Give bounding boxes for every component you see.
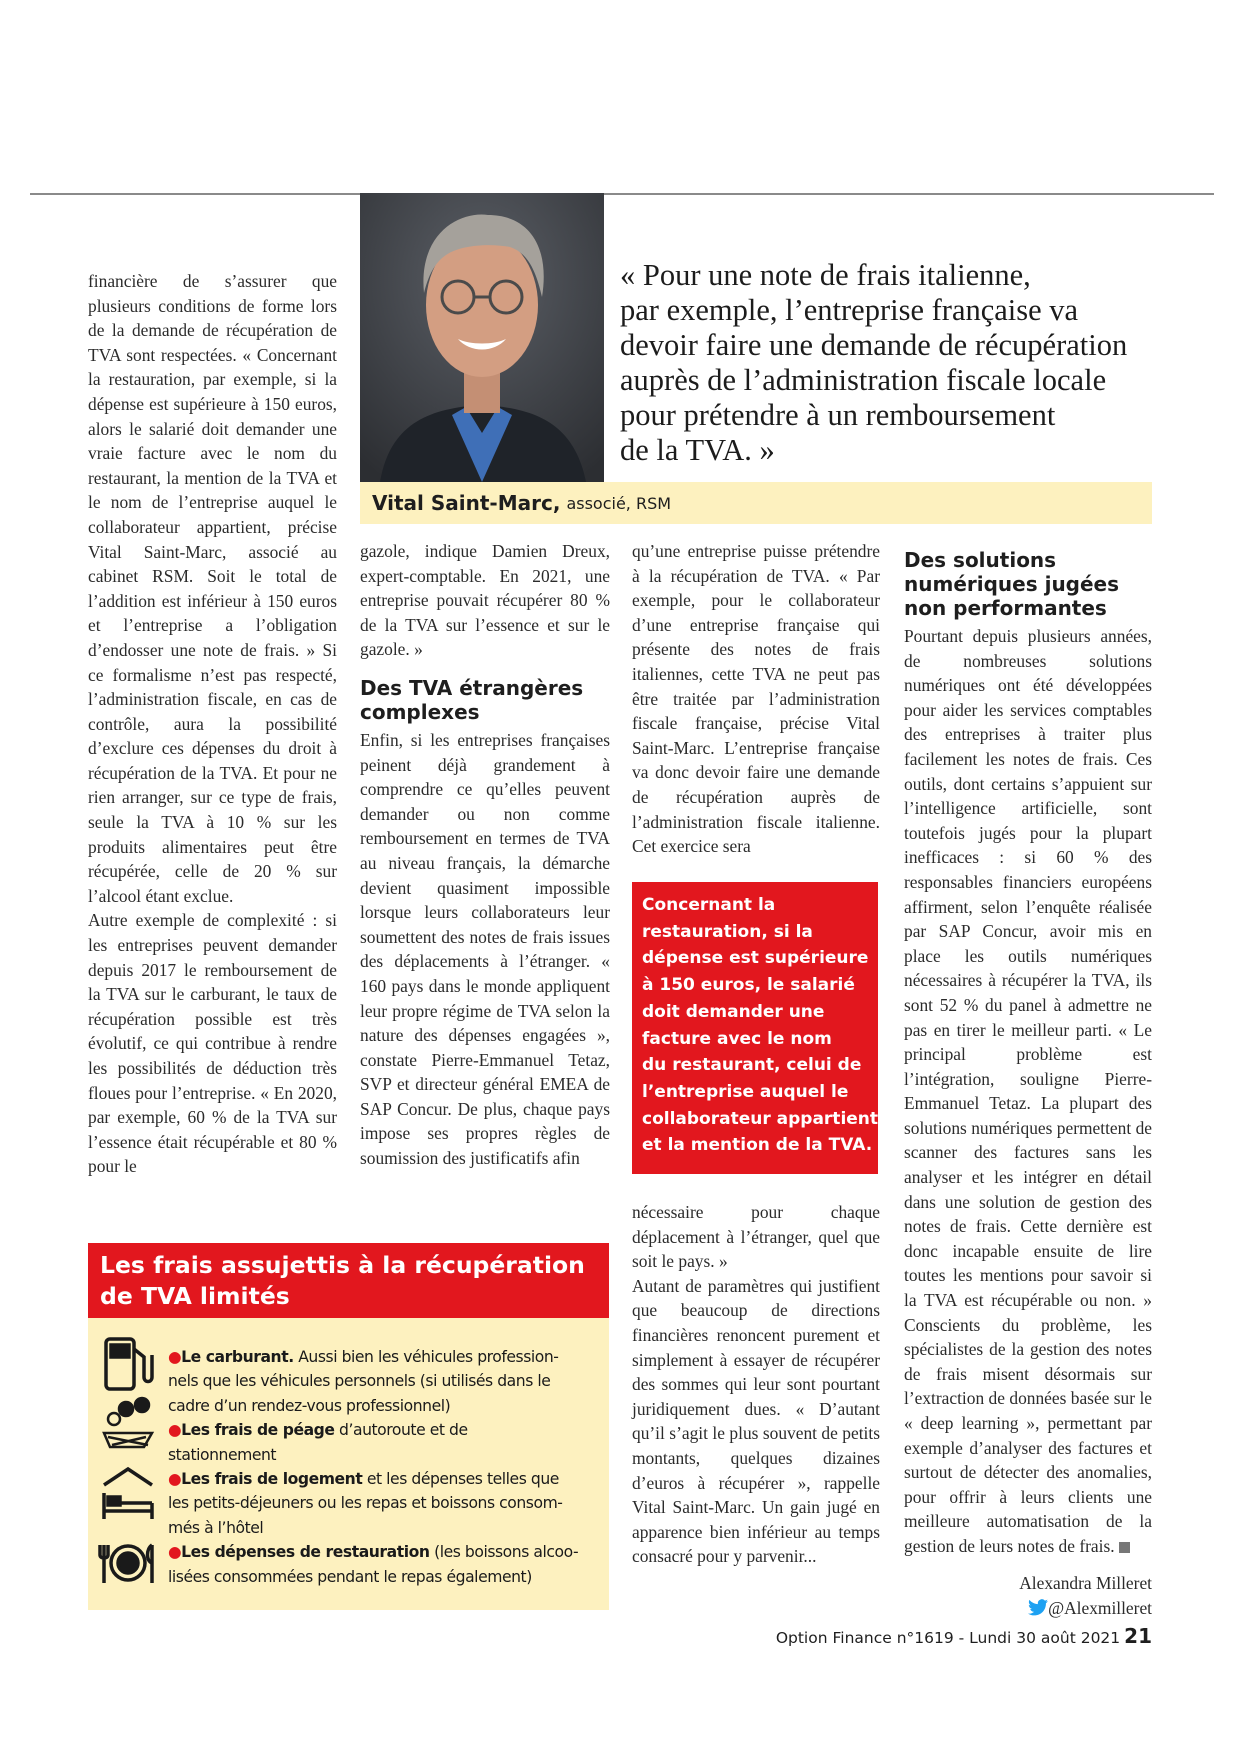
col1-paragraph-2: Autre exemple de complexité : si les entreprises peuvent demander depuis 2017 le remboursement de la TVA sur le carburant, le taux de récupération possible est très évolutif, ce qui contribue à rendre les possibilités de déduction très floues pour l’entreprise. « En 2020, par exemple, 60 % de la TVA sur l’essence était récupérable et 80 % pour le xyxy=(88,910,337,1177)
quote-line: de la TVA. » xyxy=(620,433,775,467)
footer-text: Option Finance n°1619 - Lundi 30 août 2021 xyxy=(775,1629,1121,1647)
fuel-pump-icon xyxy=(106,1339,152,1389)
portrait-photo xyxy=(360,193,604,482)
section-heading: Des TVA étrangères complexes xyxy=(360,675,584,724)
callout-line: restauration, si la xyxy=(642,921,813,942)
twitter-bird-icon xyxy=(1028,1599,1048,1616)
callout-line: l’entreprise auquel le xyxy=(642,1081,849,1102)
caption-role: associé, RSM xyxy=(566,493,672,513)
callout-line: et la mention de la TVA. xyxy=(642,1135,873,1156)
bed-icon xyxy=(104,1469,152,1519)
quote-line: auprès de l’administration fiscale locale xyxy=(620,363,1107,397)
page-footer xyxy=(700,1624,1152,1648)
toll-coins-icon xyxy=(104,1398,152,1447)
bullet-icon: ● xyxy=(168,1348,182,1366)
caption-name: Vital Saint-Marc, xyxy=(372,491,561,515)
callout-line: Concernant la xyxy=(642,895,776,915)
end-mark-icon xyxy=(1119,1542,1130,1553)
bullet-icon: ● xyxy=(168,1421,182,1440)
col3-paragraph-3: Autant de paramètres qui justifient que beaucoup de directions financières renoncent purement et simplement à essayer de récupérer des sommes qui leur sont pourtant juridiquement dues. « D’autant qu’il s’agit le plus souvent de petits montants, quelques dizaines d’euros à récupérer », rappelle Vital Saint-Marc. Un gain jugé en apparence bien inférieur au temps consacré pour y parvenir... xyxy=(632,1275,880,1567)
callout-line: du restaurant, celui de xyxy=(642,1055,862,1076)
bullet-icon: ● xyxy=(168,1543,182,1562)
list-item: ●Les frais de péage d’autoroute et de stationnement xyxy=(168,1421,468,1464)
list-item: ●Les dépenses de restauration (les boissons alcoo- lisées consommées pendant le repas également) xyxy=(168,1543,579,1586)
plate-cutlery-icon xyxy=(100,1545,152,1583)
box-title-line: Les frais assujettis à la récupération xyxy=(100,1251,585,1279)
box-icons xyxy=(98,1333,158,1603)
page-number: 21 xyxy=(1124,1624,1152,1648)
author-name: Alexandra Milleret xyxy=(1019,1573,1152,1593)
item-bold: Les frais de logement xyxy=(181,1470,363,1489)
item-bold: Le carburant. xyxy=(181,1348,294,1366)
box-list xyxy=(168,1345,598,1589)
top-rule xyxy=(30,193,1214,195)
article-column-3-top xyxy=(632,539,880,859)
box-title-line: de TVA limités xyxy=(100,1282,290,1310)
quote-line: « Pour une note de frais italienne, xyxy=(620,258,1031,292)
article-column-1 xyxy=(88,269,337,1179)
list-item: ●Les frais de logement et les dépenses telles que les petits-déjeuners ou les repas et boissons consom- més à l’hôtel xyxy=(168,1470,563,1537)
sidebar-box xyxy=(88,1243,609,1610)
byline xyxy=(940,1571,1152,1623)
portrait-illustration xyxy=(360,193,604,482)
col4-paragraph-1: Pourtant depuis plusieurs années, de nombreuses solutions numériques ont été développées pour aider les services comptables des entreprises à traiter plus facilement les notes de frais. Ces outils, dont certains s’appuient sur l’intelligence artificielle, sont toutefois jugés pour la plupart inefficaces : si 60 % des responsables financiers européens affirment, selon l’enquête réalisée par SAP Concur, avoir mis en place les outils numériques nécessaires à récupérer la TVA, ils sont 52 % du panel à admettre ne pas en tirer le meilleur parti. « Le principal problème est l’intégration, souligne Pierre-Emmanuel Tetaz. La plupart des solutions numériques permettent de scanner des factures sans les analyser et les intégrer en détail dans une solution de gestion des notes de frais. Cette dernière est donc incapable ensuite de lire toutes les mentions pour savoir si la TVA est récupérable ou non. » Conscients du problème, les spécialistes de la gestion des notes de frais misent désormais sur l’extraction de données basée sur le « deep learning », permettant par exemple d’analyser des factures et surtout de détecter des anomalies, pour offrir à leurs clients une meilleure automatisation de la gestion de leurs notes de frais. xyxy=(904,626,1152,1556)
bullet-icon: ● xyxy=(168,1470,182,1489)
section-heading: Des solutions numériques jugées non performantes xyxy=(904,548,1120,620)
callout-box xyxy=(632,882,878,1174)
col2-paragraph-2: Enfin, si les entreprises françaises peinent déjà grandement à comprendre ce qu’elles peuvent demander ou non comme remboursement en termes de TVA au niveau français, la démarche devient quasiment impossible lorsque leurs collaborateurs leur soumettent des notes de frais issues des déplacements à l’étranger. « 160 pays dans le monde appliquent leur propre régime de TVA selon la nature des dépenses engagées », constate Pierre-Emmanuel Tetaz, SVP et directeur général EMEA de SAP Concur. De plus, chaque pays impose ses propres règles de soumission des justificatifs afin xyxy=(360,729,610,1169)
quote-line: pour prétendre à un remboursement xyxy=(620,398,1056,432)
twitter-handle xyxy=(1028,1596,1152,1621)
quote-line: devoir faire une demande de récupération xyxy=(620,328,1128,362)
photo-caption xyxy=(360,482,1152,524)
col1-paragraph-1: financière de s’assurer que plusieurs conditions de forme lors de la demande de récupération de TVA sont respectées. « Concernant la restauration, par exemple, si la dépense est supérieure à 150 euros, alors le salarié doit demander une vraie facture avec le nom du restaurant, la mention de la TVA et le nom de l’entreprise auquel le collaborateur appartient, précise Vital Saint-Marc, associé au cabinet RSM. Soit le total de l’addition est inférieur à 150 euros et l’entreprise a l’obligation d’endosser une note de frais. » Si ce formalisme n’est pas respecté, l’administration fiscale, en cas de contrôle, aura la possibilité d’exclure ces dépenses du droit à récupération de la TVA. Et pour ne rien arranger, sur ce type de frais, seule la TVA à 10 % sur les produits alimentaires peut être récupérée, celle de 20 % sur l’alcool étant exclue. xyxy=(88,271,337,906)
col3-paragraph-2: nécessaire pour chaque déplacement à l’étranger, quel que soit le pays. » xyxy=(632,1202,880,1272)
list-item: ●Le carburant. Aussi bien les véhicules profession- nels que les véhicules personnels (si utilisés dans le cadre d’un rendez-vous professionnel) xyxy=(168,1348,559,1415)
box-icon-column xyxy=(98,1333,158,1603)
item-bold: Les dépenses de restauration xyxy=(181,1543,430,1562)
box-title xyxy=(88,1243,609,1318)
col2-paragraph-1: gazole, indique Damien Dreux, expert-comptable. En 2021, une entreprise pouvait récupérer 80 % de la TVA sur l’essence et sur le gazole. » xyxy=(360,541,610,660)
callout-line: dépense est supérieure xyxy=(642,948,869,969)
callout-line: facture avec le nom xyxy=(642,1028,832,1049)
article-column-2 xyxy=(360,539,610,1171)
col3-paragraph-1: qu’une entreprise puisse prétendre à la récupération de TVA. « Par exemple, pour le collaborateur d’une entreprise française qui présente des notes de frais italiennes, cette TVA ne peut pas être traitée par l’administration fiscale française, précise Vital Saint-Marc. L’entreprise française va donc devoir faire une demande de récupération auprès de l’administration fiscale italienne. Cet exercice sera xyxy=(632,541,880,857)
item-bold: Les frais de péage xyxy=(181,1421,335,1440)
twitter-handle-text: @Alexmilleret xyxy=(1048,1597,1152,1618)
pull-quote xyxy=(620,258,1160,468)
callout-line: à 150 euros, le salarié xyxy=(642,975,855,996)
quote-line: par exemple, l’entreprise française va xyxy=(620,293,1079,327)
article-column-3-bottom xyxy=(632,1200,880,1569)
callout-line: collaborateur appartient xyxy=(642,1108,879,1129)
callout-line: doit demander une xyxy=(642,1001,825,1022)
article-column-4 xyxy=(904,548,1152,1559)
